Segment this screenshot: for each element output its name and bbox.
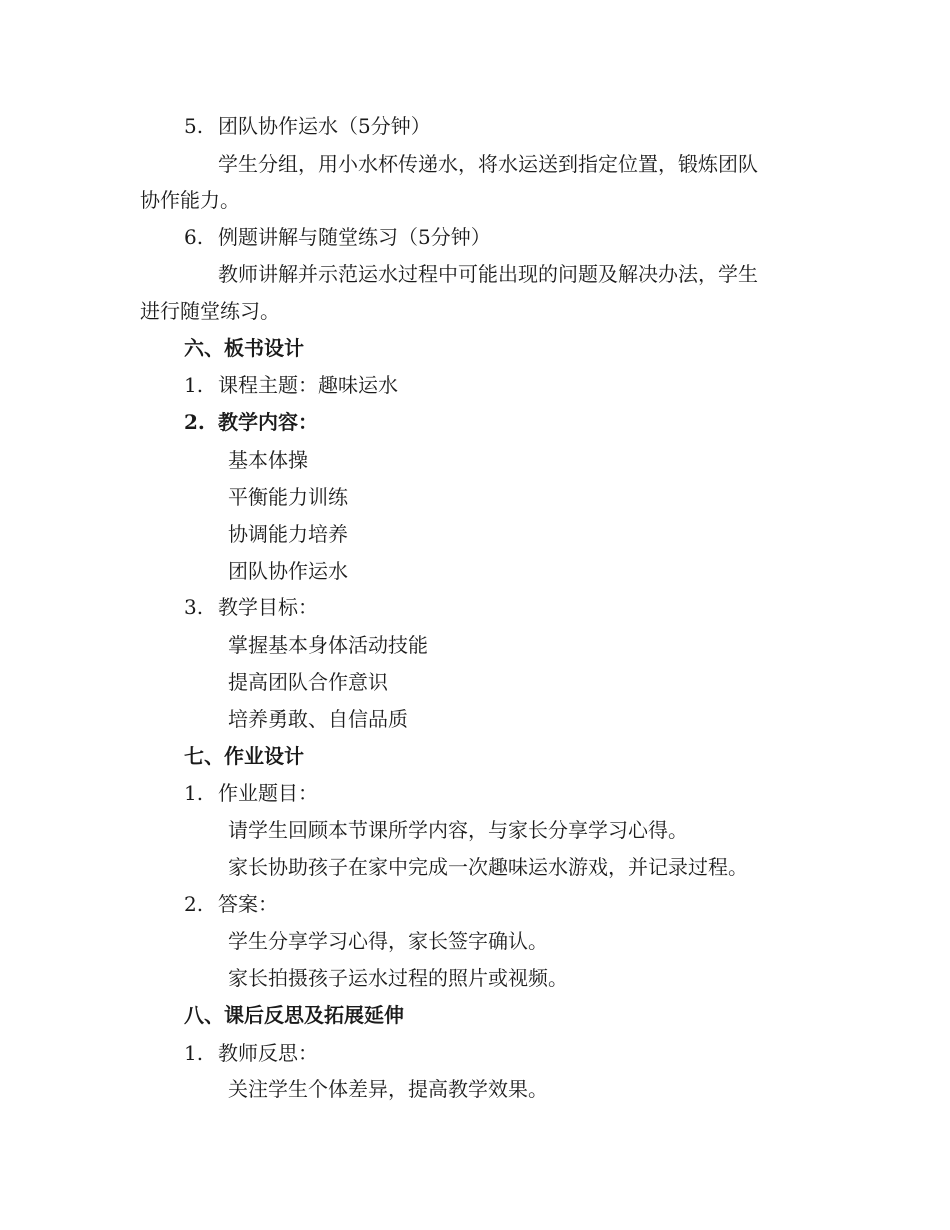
list-text: 教学目标： (218, 595, 318, 619)
list-number: 6. (184, 225, 204, 249)
section-heading: 八、课后反思及拓展延伸 (184, 1003, 404, 1027)
list-number: 2. (184, 410, 205, 434)
list-text: 作业题目： (218, 781, 318, 805)
sub-item: 家长拍摄孩子运水过程的照片或视频。 (228, 966, 568, 990)
paragraph-line: 学生分组，用小水杯传递水，将水运送到指定位置，锻炼团队 (218, 152, 758, 176)
list-text: 课程主题：趣味运水 (218, 373, 398, 397)
list-number: 5. (184, 114, 204, 138)
sub-item: 学生分享学习心得，家长签字确认。 (228, 929, 548, 953)
list-text: 答案： (218, 892, 278, 916)
sub-item: 掌握基本身体活动技能 (228, 633, 428, 657)
list-number: 1. (184, 1041, 204, 1065)
sub-item: 团队协作运水 (228, 559, 348, 583)
list-number: 1. (184, 781, 204, 805)
list-number: 1. (184, 373, 204, 397)
section-heading: 七、作业设计 (184, 744, 304, 768)
list-number: 3. (184, 595, 204, 619)
list-item (184, 891, 278, 917)
paragraph-line: 协作能力。 (140, 188, 240, 212)
list-item (184, 1040, 318, 1066)
list-item (184, 372, 398, 398)
sub-item: 家长协助孩子在家中完成一次趣味运水游戏，并记录过程。 (228, 855, 748, 879)
sub-item: 基本体操 (228, 448, 308, 472)
list-title: 例题讲解与随堂练习（5分钟） (218, 225, 491, 249)
sub-item: 请学生回顾本节课所学内容，与家长分享学习心得。 (228, 818, 688, 842)
sub-item: 关注学生个体差异，提高教学效果。 (228, 1077, 548, 1101)
paragraph-line: 进行随堂练习。 (140, 299, 280, 323)
sub-item: 协调能力培养 (228, 522, 348, 546)
section-heading: 六、板书设计 (184, 336, 304, 360)
sub-item: 提高团队合作意识 (228, 670, 388, 694)
paragraph-line: 教师讲解并示范运水过程中可能出现的问题及解决办法，学生 (218, 262, 758, 286)
list-item (184, 409, 318, 435)
list-text: 教师反思： (218, 1041, 318, 1065)
list-item-5 (184, 113, 431, 139)
list-number: 2. (184, 892, 204, 916)
list-item (184, 594, 318, 620)
list-item (184, 780, 318, 806)
sub-item: 培养勇敢、自信品质 (228, 707, 408, 731)
list-item-6 (184, 224, 491, 250)
sub-item: 平衡能力训练 (228, 485, 348, 509)
list-text: 教学内容： (218, 410, 318, 434)
list-title: 团队协作运水（5分钟） (218, 114, 431, 138)
